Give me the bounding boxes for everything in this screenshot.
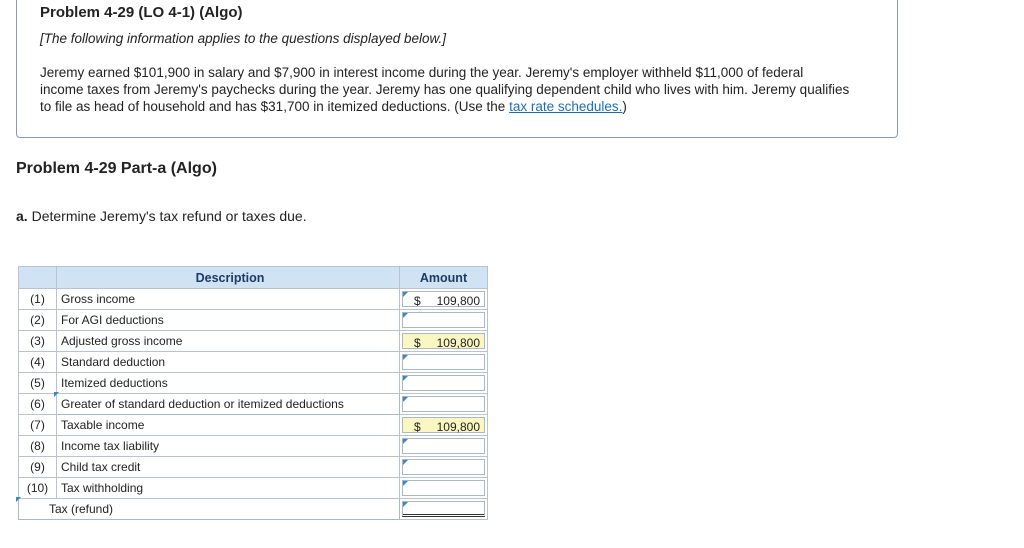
amount-input[interactable]	[402, 291, 485, 307]
amount-cell[interactable]	[400, 289, 488, 310]
question-text: Determine Jeremy's tax refund or taxes due.	[31, 208, 307, 224]
amount-input[interactable]	[402, 312, 485, 328]
table-row	[19, 310, 488, 331]
row-number: (5)	[19, 373, 57, 394]
table-row	[19, 331, 488, 352]
header-num	[19, 267, 57, 289]
amount-input[interactable]	[402, 333, 485, 349]
table-header-row	[19, 267, 488, 289]
amount-cell[interactable]	[400, 478, 488, 499]
info-body-text: Jeremy earned $101,900 in salary and $7,900 in interest income during the year. Jeremy's employer withheld $11,000 of federal income taxes from Jeremy's paychecks during the year. Jeremy has one qualifying dependent child who lives with him. Jeremy qualifies to file as head of household and has $31,700 in itemized deductions. (Use the	[40, 65, 850, 114]
row-description: For AGI deductions	[57, 310, 400, 331]
dollar-sign: $	[414, 420, 421, 434]
table-row	[19, 373, 488, 394]
dollar-sign: $	[414, 294, 421, 308]
row-number: (2)	[19, 310, 57, 331]
problem-title: Problem 4-29 (LO 4-1) (Algo)	[40, 4, 243, 21]
question-letter: a.	[16, 208, 28, 224]
row-number: (10)	[19, 478, 57, 499]
info-body-end: )	[622, 99, 627, 114]
row-number: (4)	[19, 352, 57, 373]
amount-input[interactable]	[402, 354, 485, 370]
row-description: Gross income	[57, 289, 400, 310]
row-description-input[interactable]	[57, 394, 400, 415]
total-amount-cell[interactable]	[400, 499, 488, 520]
row-description: Adjusted gross income	[57, 331, 400, 352]
table-row	[19, 436, 488, 457]
row-description: Tax withholding	[57, 478, 400, 499]
header-description: Description	[57, 267, 400, 289]
tax-rate-schedules-link[interactable]: tax rate schedules.	[509, 99, 623, 114]
row-description: Income tax liability	[57, 436, 400, 457]
question	[16, 208, 307, 224]
amount-input[interactable]	[402, 459, 485, 475]
row-number: (1)	[19, 289, 57, 310]
row-number: (7)	[19, 415, 57, 436]
table-row	[19, 352, 488, 373]
amount-cell[interactable]	[400, 373, 488, 394]
amount-cell[interactable]	[400, 457, 488, 478]
amount-input[interactable]	[402, 480, 485, 496]
info-intro: [The following information applies to the questions displayed below.]	[40, 31, 446, 46]
row-number: (8)	[19, 436, 57, 457]
amount-cell[interactable]	[400, 331, 488, 352]
row-number: (3)	[19, 331, 57, 352]
amount-cell[interactable]	[400, 436, 488, 457]
amount-cell[interactable]	[400, 394, 488, 415]
amount-input[interactable]	[402, 396, 485, 412]
table-row	[19, 289, 488, 310]
dollar-sign: $	[414, 336, 421, 350]
amount-input[interactable]	[402, 375, 485, 391]
amount-cell[interactable]	[400, 415, 488, 436]
table-row	[19, 415, 488, 436]
part-title: Problem 4-29 Part-a (Algo)	[16, 160, 217, 177]
row-description: Taxable income	[57, 415, 400, 436]
table-row	[19, 457, 488, 478]
total-description: Tax (refund)	[49, 502, 114, 516]
amount-value: 109,800	[436, 420, 480, 434]
row-description: Greater of standard deduction or itemized deductions	[61, 397, 344, 411]
row-description: Itemized deductions	[57, 373, 400, 394]
row-description: Standard deduction	[57, 352, 400, 373]
table-row-total	[19, 499, 488, 520]
amount-cell[interactable]	[400, 310, 488, 331]
table-row	[19, 478, 488, 499]
info-body	[40, 64, 850, 115]
amount-value: 109,800	[436, 336, 480, 350]
row-description: Child tax credit	[57, 457, 400, 478]
amount-cell[interactable]	[400, 352, 488, 373]
total-description-input[interactable]	[19, 499, 400, 520]
amount-value: 109,800	[436, 294, 480, 308]
row-number: (9)	[19, 457, 57, 478]
header-amount: Amount	[400, 267, 488, 289]
tax-table	[18, 266, 488, 520]
amount-input[interactable]	[402, 417, 485, 433]
row-number: (6)	[19, 394, 57, 415]
total-amount-input[interactable]	[402, 501, 485, 517]
amount-input[interactable]	[402, 438, 485, 454]
table-row	[19, 394, 488, 415]
